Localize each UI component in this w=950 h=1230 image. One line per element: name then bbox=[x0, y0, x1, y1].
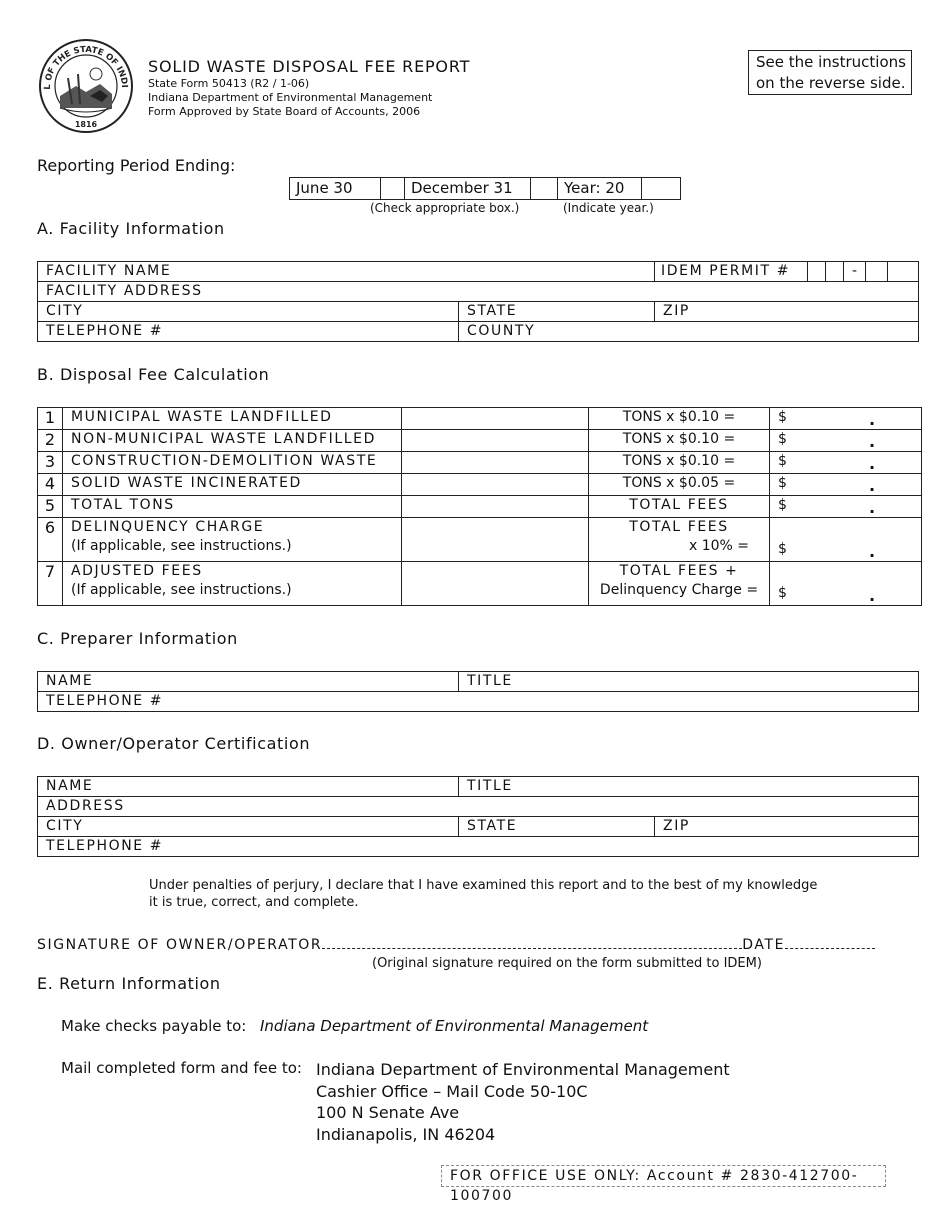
row-incinerated-fee-input[interactable]: $ . bbox=[770, 474, 922, 496]
row-non-municipal-label: NON-MUNICIPAL WASTE LANDFILLED bbox=[63, 430, 402, 452]
section-e-title: E. Return Information bbox=[37, 974, 221, 993]
facility-county-field[interactable]: COUNTY bbox=[459, 322, 919, 342]
owner-city-field[interactable]: CITY bbox=[38, 817, 459, 837]
owner-title-field[interactable]: TITLE bbox=[459, 777, 919, 797]
preparer-telephone-field[interactable]: TELEPHONE # bbox=[38, 692, 919, 712]
idem-permit-field[interactable]: IDEM PERMIT # - bbox=[655, 262, 919, 282]
signature-note: (Original signature required on the form submitted to IDEM) bbox=[372, 956, 762, 971]
facility-state-field[interactable]: STATE bbox=[459, 302, 655, 322]
reporting-period-boxes bbox=[289, 177, 681, 200]
preparer-title-field[interactable]: TITLE bbox=[459, 672, 919, 692]
check-hint: (Check appropriate box.) bbox=[370, 201, 520, 215]
row-adjusted-fee-input[interactable]: $ . bbox=[770, 562, 922, 606]
form-number: State Form 50413 (R2 / 1-06) bbox=[148, 77, 310, 90]
seal-year: 1816 bbox=[74, 120, 98, 129]
facility-info-table bbox=[37, 261, 919, 342]
owner-telephone-field[interactable]: TELEPHONE # bbox=[38, 837, 919, 857]
row-delinquency-fee-input[interactable]: $ . bbox=[770, 518, 922, 562]
row-non-municipal-tons-input[interactable] bbox=[402, 430, 589, 452]
fee-calculation-table: 1 MUNICIPAL WASTE LANDFILLED TONS x $0.10 = $ . 2 NON-MUNICIPAL WASTE LANDFILLED TONS x $0.10 = $ . 3 CONSTRUCTION-DEMOLITION WASTE TONS x $0.10 = $ . 4 SOLID WASTE INCINERATED TONS x $0.05 = $ . 5 TOTAL TONS TOTAL FEES $ . 6 DELINQUENCY CHARGE (If applicable, see instructions.) TOTAL FEES x 10% = $ . 7 ADJUSTED FEES (If applicable, see instructions.) TOTAL FEES + Delinquency Charge = $ . bbox=[37, 407, 922, 606]
payable-to: Indiana Department of Environmental Management bbox=[260, 1017, 649, 1035]
payable-label: Make checks payable to: bbox=[61, 1017, 247, 1035]
december-31-label: December 31 bbox=[405, 178, 531, 199]
row-construction-tons-input[interactable] bbox=[402, 452, 589, 474]
row-delinquency-label: DELINQUENCY CHARGE (If applicable, see instructions.) bbox=[63, 518, 402, 562]
row-adjusted-label: ADJUSTED FEES (If applicable, see instructions.) bbox=[63, 562, 402, 606]
permit-dash: - bbox=[843, 262, 865, 281]
row-non-municipal-fee-input[interactable]: $ . bbox=[770, 430, 922, 452]
state-seal bbox=[38, 38, 134, 134]
section-d-title: D. Owner/Operator Certification bbox=[37, 734, 311, 753]
row-incinerated-label: SOLID WASTE INCINERATED bbox=[63, 474, 402, 496]
mail-label: Mail completed form and fee to: bbox=[61, 1059, 302, 1077]
date-label: DATE bbox=[742, 937, 786, 953]
row-municipal-fee-input[interactable]: $ . bbox=[770, 408, 922, 430]
seal-text: L OF THE STATE OF INDI bbox=[42, 44, 130, 90]
signature-line bbox=[37, 935, 875, 953]
row-municipal-label: MUNICIPAL WASTE LANDFILLED bbox=[63, 408, 402, 430]
office-use-box: FOR OFFICE USE ONLY: Account # 2830-412700-100700 bbox=[441, 1165, 886, 1187]
owner-address-field[interactable]: ADDRESS bbox=[38, 797, 919, 817]
facility-address-field[interactable]: FACILITY ADDRESS bbox=[38, 282, 919, 302]
section-a-title: A. Facility Information bbox=[37, 219, 225, 238]
year-hint: (Indicate year.) bbox=[563, 201, 654, 215]
department-name: Indiana Department of Environmental Management bbox=[148, 91, 433, 104]
row-delinquency-input[interactable] bbox=[402, 518, 589, 562]
date-input[interactable] bbox=[785, 935, 875, 949]
signature-label: SIGNATURE OF OWNER/OPERATOR bbox=[37, 937, 323, 953]
facility-city-field[interactable]: CITY bbox=[38, 302, 459, 322]
instructions-note: See the instructions on the reverse side. bbox=[748, 50, 912, 95]
row-construction-label: CONSTRUCTION-DEMOLITION WASTE bbox=[63, 452, 402, 474]
row-total-fees-input[interactable]: $ . bbox=[770, 496, 922, 518]
signature-input[interactable] bbox=[322, 935, 742, 949]
year-label: Year: 20 bbox=[558, 178, 642, 199]
row-municipal-tons-input[interactable] bbox=[402, 408, 589, 430]
row-total-tons-input[interactable] bbox=[402, 496, 589, 518]
reporting-period-label: Reporting Period Ending: bbox=[37, 156, 236, 175]
section-b-title: B. Disposal Fee Calculation bbox=[37, 365, 270, 384]
facility-telephone-field[interactable]: TELEPHONE # bbox=[38, 322, 459, 342]
row-adjusted-input[interactable] bbox=[402, 562, 589, 606]
preparer-name-field[interactable]: NAME bbox=[38, 672, 459, 692]
row-incinerated-tons-input[interactable] bbox=[402, 474, 589, 496]
approval-line: Form Approved by State Board of Accounts, 2006 bbox=[148, 105, 421, 118]
mailing-address: Indiana Department of Environmental Management Cashier Office – Mail Code 50-10C 100 N Senate Ave Indianapolis, IN 46204 bbox=[316, 1060, 730, 1144]
section-c-title: C. Preparer Information bbox=[37, 629, 238, 648]
row-construction-fee-input[interactable]: $ . bbox=[770, 452, 922, 474]
june-30-label: June 30 bbox=[290, 178, 381, 199]
owner-zip-field[interactable]: ZIP bbox=[655, 817, 919, 837]
owner-certification-table bbox=[37, 776, 919, 857]
facility-name-field[interactable]: FACILITY NAME bbox=[38, 262, 655, 282]
perjury-statement: Under penalties of perjury, I declare that I have examined this report and to the best of my knowledge it is true, correct, and complete. bbox=[149, 878, 818, 910]
preparer-info-table bbox=[37, 671, 919, 712]
form-title: SOLID WASTE DISPOSAL FEE REPORT bbox=[148, 57, 471, 76]
facility-zip-field[interactable]: ZIP bbox=[655, 302, 919, 322]
owner-name-field[interactable]: NAME bbox=[38, 777, 459, 797]
row-total-tons-label: TOTAL TONS bbox=[63, 496, 402, 518]
december-31-checkbox[interactable] bbox=[531, 178, 558, 199]
june-30-checkbox[interactable] bbox=[381, 178, 405, 199]
owner-state-field[interactable]: STATE bbox=[459, 817, 655, 837]
year-input[interactable] bbox=[642, 178, 680, 199]
